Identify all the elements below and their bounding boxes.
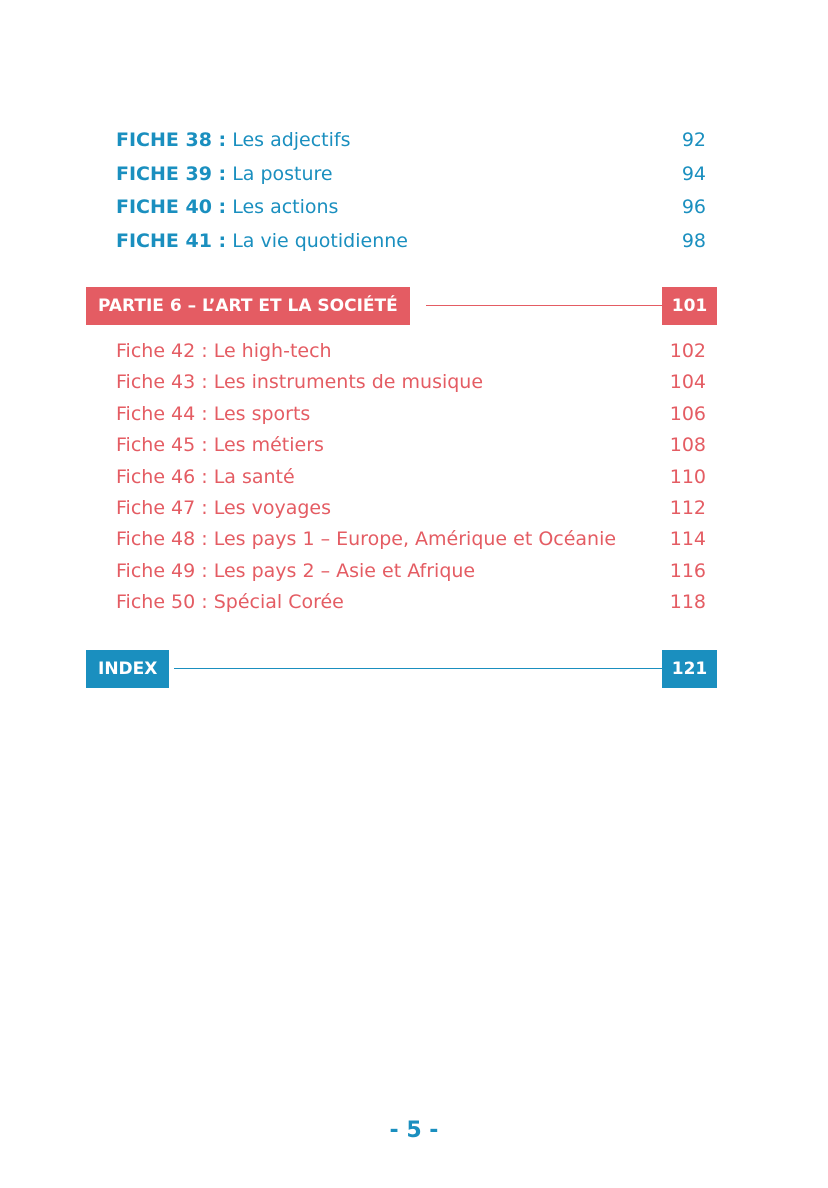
toc-entry-fiche-45[interactable] (116, 430, 706, 461)
toc-entry-fiche-50[interactable] (116, 587, 706, 618)
toc-entry-fiche-46[interactable] (116, 462, 706, 493)
toc-entry-fiche-41[interactable] (116, 225, 706, 259)
toc-entry-label (116, 191, 338, 225)
page-number: 116 (669, 559, 706, 582)
toc-entry-fiche-44[interactable] (116, 399, 706, 430)
fiche-number: FICHE 40 : (116, 196, 227, 219)
page-number: 98 (681, 229, 706, 252)
fiche-title: La posture (232, 162, 333, 185)
toc-entry-fiche-47[interactable] (116, 493, 706, 524)
leader-line (174, 668, 662, 669)
page-number: 94 (681, 162, 706, 185)
fiche-title: Fiche 42 : Le high-tech (116, 340, 332, 362)
page-number: 104 (669, 371, 706, 394)
toc-entry-fiche-48[interactable] (116, 524, 706, 555)
page-number: 118 (669, 591, 706, 614)
toc-entry-fiche-38[interactable] (116, 124, 706, 158)
section-title: INDEX (86, 650, 169, 688)
page-number: 92 (681, 129, 706, 151)
toc-entry-fiche-40[interactable] (116, 191, 706, 225)
page-number: 112 (669, 496, 706, 519)
part6-section-header[interactable] (86, 287, 717, 325)
section-page-number: 121 (662, 650, 717, 688)
fiche-title: Les actions (232, 196, 339, 219)
page-number: 108 (669, 434, 706, 457)
fiche-number: FICHE 39 : (116, 162, 227, 185)
toc-entry-label (116, 225, 408, 259)
fiche-title: Fiche 45 : Les métiers (116, 434, 324, 457)
fiche-title: Fiche 44 : Les sports (116, 402, 311, 425)
part5-entry-list (116, 124, 706, 258)
page-number: 110 (669, 465, 706, 488)
section-title: PARTIE 6 – L’ART ET LA SOCIÉTÉ (86, 287, 410, 325)
fiche-title: Fiche 49 : Les pays 2 – Asie et Afrique (116, 559, 476, 582)
fiche-number: FICHE 38 : (116, 129, 227, 151)
toc-entry-fiche-49[interactable] (116, 556, 706, 587)
index-section-header[interactable] (86, 650, 717, 688)
toc-entry-label (116, 124, 351, 158)
page-number: 106 (669, 402, 706, 425)
toc-entry-fiche-43[interactable] (116, 367, 706, 398)
fiche-title: Les adjectifs (232, 129, 351, 151)
fiche-title: Fiche 43 : Les instruments de musique (116, 371, 484, 394)
fiche-number: FICHE 41 : (116, 229, 227, 252)
part6-entry-list (116, 336, 706, 619)
page-number: 102 (669, 340, 706, 362)
fiche-title: Fiche 46 : La santé (116, 465, 295, 488)
leader-line (426, 305, 662, 306)
toc-entry-fiche-42[interactable] (116, 336, 706, 367)
page-number: 114 (669, 528, 706, 551)
fiche-title: Fiche 48 : Les pays 1 – Europe, Amérique et Océanie (116, 528, 617, 551)
fiche-title: Fiche 50 : Spécial Corée (116, 591, 344, 614)
fiche-title: Fiche 47 : Les voyages (116, 496, 331, 519)
section-page-number: 101 (662, 287, 717, 325)
toc-entry-label (116, 158, 333, 192)
fiche-title: La vie quotidienne (232, 229, 408, 252)
toc-entry-fiche-39[interactable] (116, 158, 706, 192)
page-number: 96 (681, 196, 706, 219)
footer-page-number: - 5 - (389, 1118, 439, 1143)
